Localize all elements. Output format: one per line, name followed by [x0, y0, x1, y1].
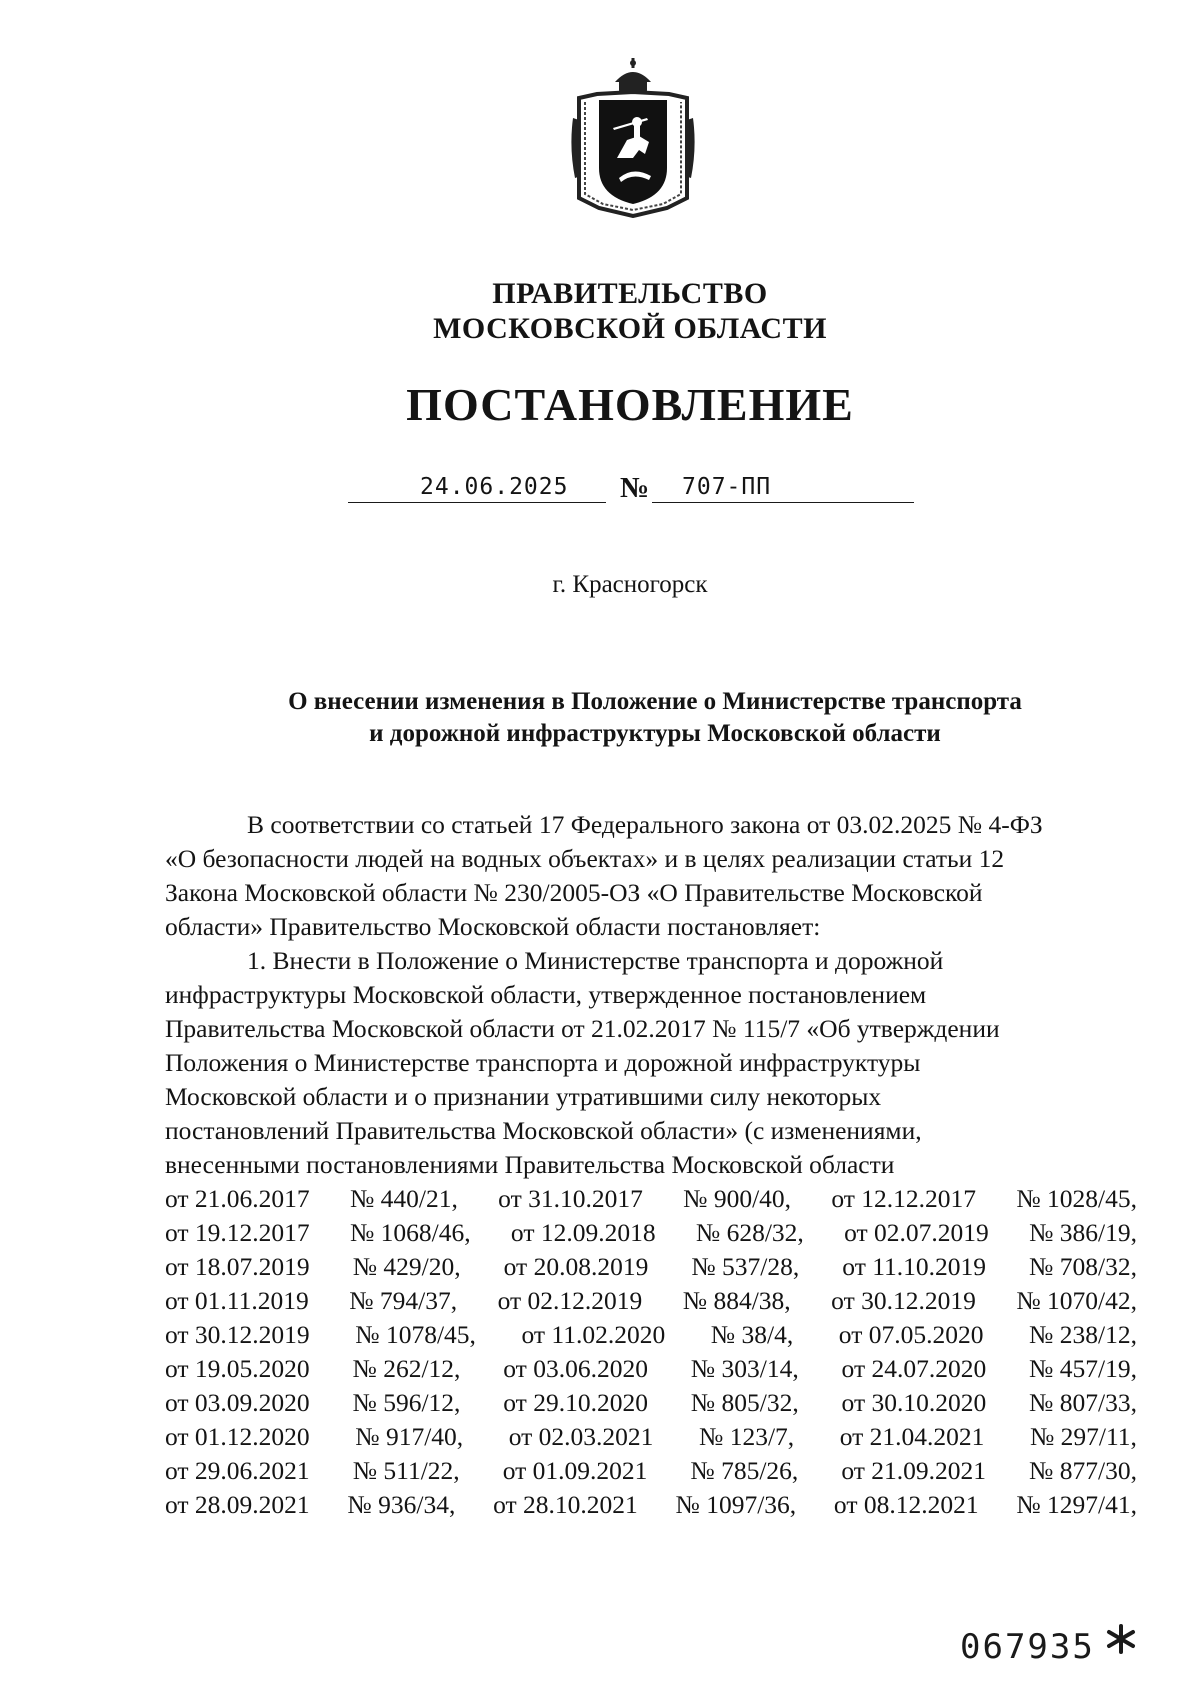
amendment-date: от 29.06.2021 [165, 1456, 310, 1485]
amendment-date: от 11.02.2020 [521, 1320, 666, 1349]
amendment-date: от 18.07.2019 [165, 1252, 310, 1281]
amendment-date: от 19.12.2017 [165, 1218, 310, 1247]
org-name-line1: ПРАВИТЕЛЬСТВО [492, 277, 768, 310]
amendment-date: от 03.06.2020 [503, 1354, 648, 1383]
amendment-date: от 21.06.2017 [165, 1184, 310, 1213]
amendment-date: от 29.10.2020 [503, 1388, 648, 1417]
amendment-number: № 1070/42, [1016, 1286, 1137, 1315]
number-sign: № [620, 472, 650, 504]
amendment-number: № 429/20, [352, 1252, 461, 1281]
amendment-row [165, 1284, 1137, 1318]
amendment-date: от 01.09.2021 [502, 1456, 648, 1485]
amendment-date: от 28.10.2021 [493, 1490, 638, 1519]
intro-line: «О безопасности людей на водных объектах» и в целях реализации статьи 12 [165, 844, 1005, 873]
amendment-number: № 1068/46, [349, 1218, 471, 1247]
amendment-date: от 30.12.2019 [165, 1320, 310, 1349]
amendment-number: № 785/26, [690, 1456, 799, 1485]
intro-line: Закона Московской области № 230/2005-ОЗ «О Правительстве Московской [165, 878, 983, 907]
document-serial-number: 067935 [960, 1627, 1095, 1667]
amendment-number: № 900/40, [683, 1184, 792, 1213]
amendment-date: от 21.09.2021 [841, 1456, 987, 1485]
amendment-number: № 1097/36, [675, 1490, 797, 1519]
amendment-number: № 297/11, [1029, 1422, 1137, 1451]
amendment-number: № 457/19, [1029, 1354, 1137, 1383]
document-number: 707-ПП [682, 474, 772, 500]
date-number-line [0, 470, 1200, 510]
amendment-date: от 12.12.2017 [831, 1184, 977, 1213]
intro-line: В соответствии со статьей 17 Федерального закона от 03.02.2025 № 4-ФЗ [247, 810, 1043, 839]
subject-line-2: и дорожной инфраструктуры Московской области [369, 720, 941, 747]
amendment-date: от 20.08.2019 [503, 1252, 649, 1281]
subject-line-1: О внесении изменения в Положение о Министерстве транспорта [288, 688, 1022, 715]
amendment-number: № 511/22, [352, 1456, 460, 1485]
amendment-number: № 628/32, [695, 1218, 804, 1247]
amendment-date: от 30.12.2019 [831, 1286, 976, 1315]
amendment-number: № 917/40, [355, 1422, 464, 1451]
amendment-date: от 24.07.2020 [841, 1354, 987, 1383]
number-underline [652, 502, 914, 503]
amendment-number: № 440/21, [349, 1184, 458, 1213]
item1-line: Правительства Московской области от 21.02.2017 № 115/7 «Об утверждении [165, 1014, 1000, 1043]
item1-line: инфраструктуры Московской области, утвержденное постановлением [165, 980, 927, 1009]
amendment-date: от 02.07.2019 [844, 1218, 989, 1247]
amendment-number: № 884/38, [682, 1286, 791, 1315]
asterisk-icon [1105, 1623, 1137, 1655]
amendment-row [165, 1352, 1137, 1386]
city-name: г. Красногорск [552, 571, 708, 598]
amendment-date: от 11.10.2019 [842, 1252, 987, 1281]
amendment-row [165, 1182, 1137, 1216]
amendment-date: от 31.10.2017 [498, 1184, 643, 1213]
amendment-number: № 794/37, [349, 1286, 458, 1315]
coat-of-arms-icon [569, 58, 697, 218]
amendment-number: № 1028/45, [1016, 1184, 1137, 1213]
amendment-date: от 02.03.2021 [508, 1422, 654, 1451]
amendments-list [165, 1182, 1137, 1522]
amendment-row [165, 1386, 1137, 1420]
amendment-number: № 386/19, [1029, 1218, 1137, 1247]
amendment-number: № 537/28, [691, 1252, 800, 1281]
intro-line: области» Правительство Московской области постановляет: [165, 912, 821, 941]
amendment-number: № 38/4, [710, 1320, 794, 1349]
amendment-number: № 1078/45, [355, 1320, 476, 1349]
amendment-row [165, 1318, 1137, 1352]
amendment-date: от 03.09.2020 [165, 1388, 310, 1417]
amendment-date: от 07.05.2020 [838, 1320, 984, 1349]
amendment-date: от 12.09.2018 [510, 1218, 656, 1247]
item1-line: Положения о Министерстве транспорта и дорожной инфраструктуры [165, 1048, 921, 1077]
amendment-number: № 123/7, [698, 1422, 795, 1451]
body-intro [165, 808, 1137, 944]
amendment-date: от 21.04.2021 [839, 1422, 985, 1451]
amendment-date: от 30.10.2020 [841, 1388, 987, 1417]
amendment-date: от 02.12.2019 [497, 1286, 643, 1315]
amendment-row [165, 1488, 1137, 1522]
amendment-date: от 19.05.2020 [165, 1354, 310, 1383]
amendment-date: от 01.11.2019 [165, 1286, 309, 1315]
amendment-number: № 238/12, [1029, 1320, 1137, 1349]
amendment-row [165, 1420, 1137, 1454]
document-date: 24.06.2025 [420, 474, 569, 500]
amendment-number: № 936/34, [347, 1490, 456, 1519]
amendment-row [165, 1250, 1137, 1284]
amendment-number: № 262/12, [352, 1354, 461, 1383]
item1-line: Московской области и о признании утратившими силу некоторых [165, 1082, 882, 1111]
amendment-number: № 807/33, [1029, 1388, 1137, 1417]
amendment-number: № 877/30, [1029, 1456, 1137, 1485]
item1-line: внесенными постановлениями Правительства Московской области [165, 1150, 895, 1179]
item1-line: 1. Внести в Положение о Министерстве транспорта и дорожной [247, 946, 944, 975]
amendment-number: № 708/32, [1029, 1252, 1137, 1281]
body-item-1 [165, 944, 1137, 1182]
document-type-title: ПОСТАНОВЛЕНИЕ [406, 379, 854, 430]
item1-line: постановлений Правительства Московской области» (с изменениями, [165, 1116, 922, 1145]
amendment-row [165, 1454, 1137, 1488]
amendment-row [165, 1216, 1137, 1250]
amendment-number: № 596/12, [352, 1388, 461, 1417]
amendment-number: № 303/14, [690, 1354, 799, 1383]
amendment-date: от 01.12.2020 [165, 1422, 310, 1451]
org-name-line2: МОСКОВСКОЙ ОБЛАСТИ [433, 312, 827, 345]
amendment-number: № 805/32, [690, 1388, 799, 1417]
amendment-date: от 28.09.2021 [165, 1490, 310, 1519]
amendment-date: от 08.12.2021 [833, 1490, 979, 1519]
amendment-number: № 1297/41, [1016, 1490, 1137, 1519]
date-underline [348, 502, 606, 503]
